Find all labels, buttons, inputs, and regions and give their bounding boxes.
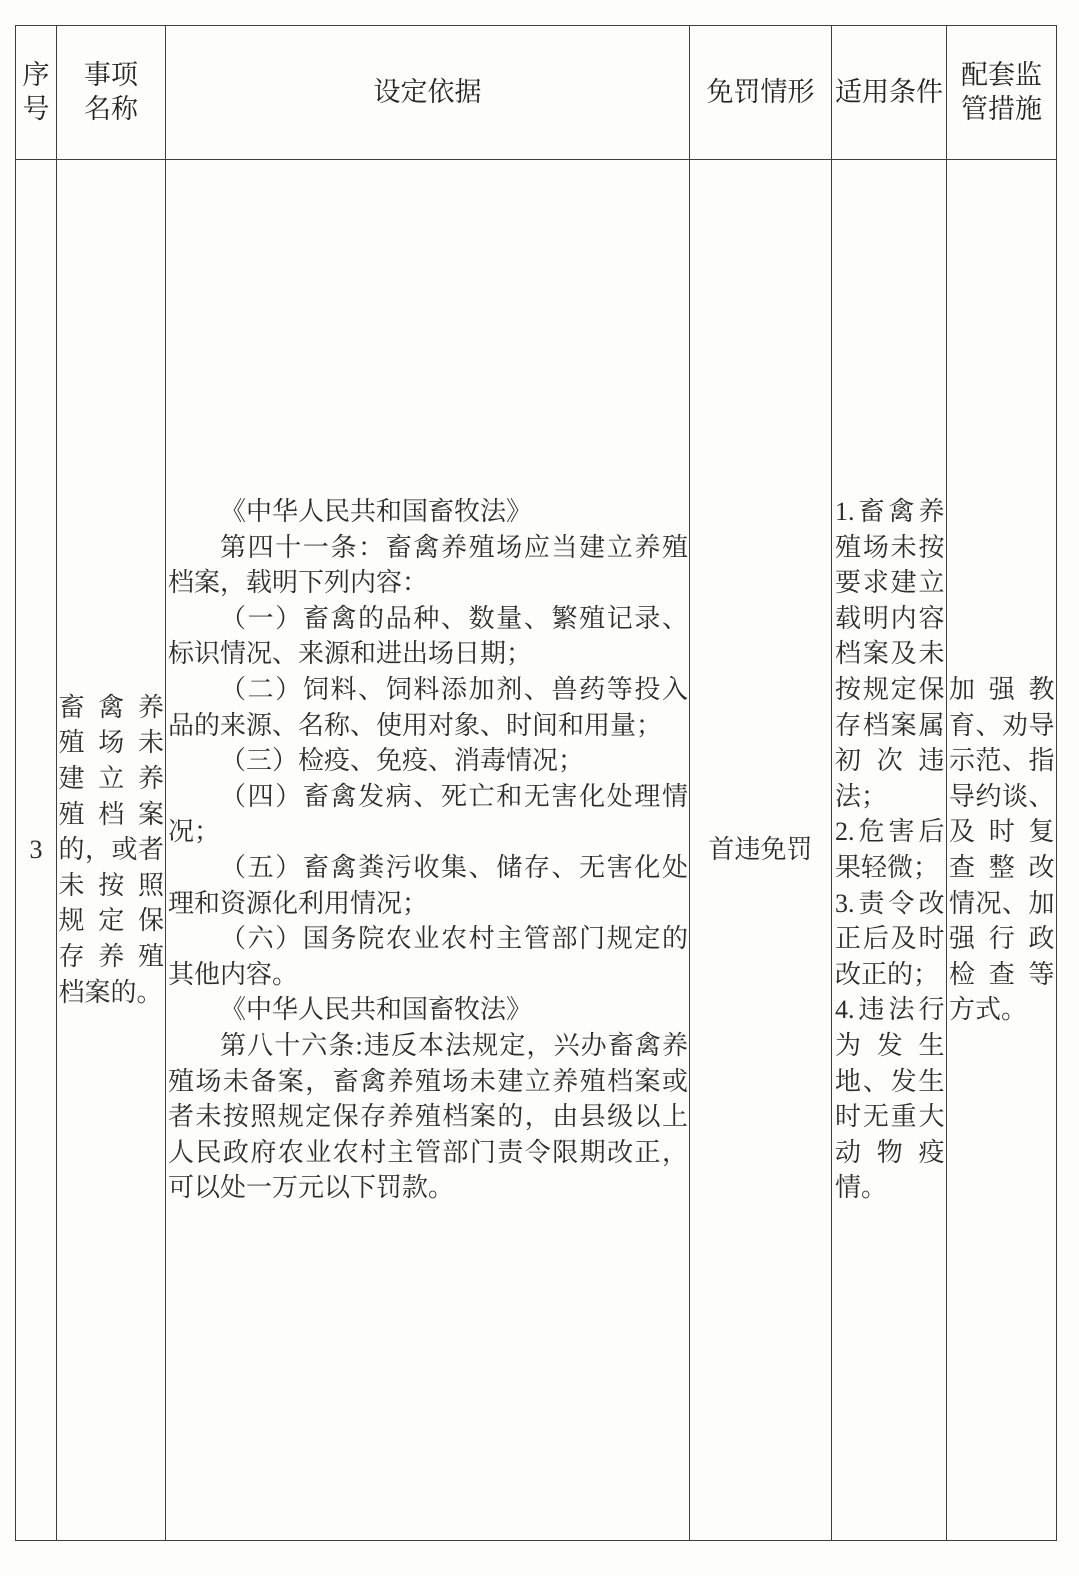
text-line: 殖场未按	[835, 532, 945, 562]
text-line: 《中华人民共和国畜牧法》	[220, 995, 533, 1025]
header-measures-line: 管措施	[961, 93, 1042, 125]
header-measures-line: 配套监	[961, 59, 1042, 91]
text-line: 档案，载明下列内容：	[168, 568, 429, 598]
cell-measures	[947, 160, 1057, 1541]
text-line: 品的来源、名称、使用对象、时间和用量；	[168, 710, 663, 740]
text-line: 初次违	[835, 746, 945, 776]
text-line: 2.危害后	[835, 817, 945, 847]
paragraph	[168, 530, 688, 601]
paragraph	[59, 690, 165, 1010]
text-line: 第四十一条：畜禽养殖场应当建立养殖	[220, 532, 688, 562]
text-line: 情。	[835, 1173, 888, 1203]
text-line: 者未按照规定保存养殖档案的，由县级以上	[168, 1102, 688, 1132]
text-line: （五）畜禽粪污收集、储存、无害化处	[220, 853, 688, 882]
header-item-name-text	[84, 59, 138, 127]
text-line: 其他内容。	[168, 959, 299, 989]
measures-text	[949, 672, 1055, 1028]
paragraph	[168, 743, 688, 779]
text-line: 殖场未备案，畜禽养殖场未建立养殖档案或	[168, 1066, 688, 1096]
header-item-name-line: 事项	[84, 59, 138, 91]
basis-text	[168, 494, 688, 1206]
text-line: 况；	[168, 817, 221, 847]
paragraph	[835, 886, 945, 993]
header-item-name-line: 名称	[84, 93, 138, 125]
header-basis	[166, 25, 690, 160]
header-seq-text	[23, 59, 50, 127]
header-conditions	[832, 25, 947, 160]
text-line: （四）畜禽发病、死亡和无害化处理情	[220, 781, 688, 811]
text-line: 建立养	[58, 764, 164, 794]
text-line: 育、劝导	[949, 710, 1055, 740]
text-line: 法；	[835, 781, 888, 811]
text-line: 及时复	[949, 817, 1055, 847]
text-line: 改正的；	[835, 959, 940, 989]
paragraph	[168, 1028, 688, 1206]
conditions-text	[835, 494, 945, 1206]
text-line: 方式。	[949, 995, 1028, 1025]
text-line: （六）国务院农业农村主管部门规定的	[220, 924, 688, 954]
cell-conditions	[832, 160, 947, 1541]
text-line: 存档案属	[835, 710, 945, 740]
text-line: 动物疫	[835, 1137, 945, 1167]
text-line: 《中华人民共和国畜牧法》	[220, 497, 533, 527]
paragraph	[835, 814, 945, 885]
header-exemption-text: 免罚情形	[706, 76, 815, 108]
item-name-text	[59, 690, 165, 1010]
text-line: （二）饲料、饲料添加剂、兽药等投入	[220, 675, 688, 705]
text-line: 为发生	[835, 1030, 945, 1060]
paragraph	[168, 672, 688, 743]
cell-seq	[15, 160, 57, 1541]
text-line: 3.责令改	[835, 888, 945, 918]
text-line: 载明内容	[835, 603, 945, 633]
text-line: 的，或者	[58, 835, 164, 865]
paragraph	[949, 672, 1055, 1028]
paragraph	[168, 992, 688, 1028]
text-line: 殖场未	[58, 728, 164, 758]
text-line: 情况、加	[949, 888, 1055, 918]
text-line: 正后及时	[835, 924, 945, 954]
header-exemption	[690, 25, 832, 160]
paragraph	[835, 494, 945, 814]
text-line: 1.畜禽养	[835, 497, 945, 527]
text-line: 档案及未	[835, 639, 945, 669]
text-line: 导约谈、	[949, 781, 1055, 811]
header-seq-line: 序	[22, 59, 50, 91]
text-line: （一）畜禽的品种、数量、繁殖记录、	[220, 603, 688, 633]
cell-exemption	[690, 160, 832, 1541]
text-line: 标识情况、来源和进出场日期；	[168, 639, 533, 669]
text-line: 示范、指	[949, 746, 1055, 776]
paragraph	[168, 921, 688, 992]
paragraph	[168, 850, 688, 921]
paragraph	[835, 992, 945, 1206]
header-measures	[947, 25, 1057, 160]
text-line: 果轻微；	[835, 853, 940, 882]
header-seq	[15, 25, 57, 160]
text-line: 规定保	[58, 906, 164, 936]
header-basis-text: 设定依据	[373, 76, 482, 108]
penalty-exemption-table	[15, 25, 1057, 1541]
text-line: 畜禽养	[58, 692, 164, 722]
text-line: 人民政府农业农村主管部门责令限期改正，	[168, 1137, 688, 1167]
paragraph	[168, 779, 688, 850]
text-line: （三）检疫、免疫、消毒情况；	[220, 746, 585, 776]
text-line: 强行政	[949, 924, 1055, 954]
text-line: 存养殖	[58, 941, 164, 971]
paragraph	[168, 494, 688, 530]
exemption-text: 首违免罚	[708, 835, 813, 865]
header-conditions-text: 适用条件	[835, 76, 943, 108]
text-line: 可以处一万元以下罚款。	[168, 1173, 455, 1203]
text-line: 查整改	[949, 853, 1055, 882]
text-line: 理和资源化利用情况；	[168, 888, 429, 918]
header-seq-line: 号	[22, 93, 50, 125]
text-line: 未按照	[58, 870, 164, 900]
cell-item-name	[57, 160, 166, 1541]
text-line: 档案的。	[58, 977, 163, 1007]
row-number: 3	[29, 835, 43, 865]
paragraph	[168, 601, 688, 672]
text-line: 要求建立	[835, 568, 945, 598]
text-line: 检查等	[949, 959, 1055, 989]
text-line: 加强教	[949, 675, 1055, 705]
text-line: 4.违法行	[835, 995, 945, 1025]
header-measures-text	[961, 59, 1042, 127]
text-line: 按规定保	[835, 675, 945, 705]
cell-basis	[166, 160, 690, 1541]
text-line: 时无重大	[835, 1102, 945, 1132]
text-line: 殖档案	[58, 799, 164, 829]
text-line: 第八十六条:违反本法规定，兴办畜禽养	[220, 1030, 688, 1060]
header-item-name	[57, 25, 166, 160]
text-line: 地、发生	[835, 1066, 945, 1096]
